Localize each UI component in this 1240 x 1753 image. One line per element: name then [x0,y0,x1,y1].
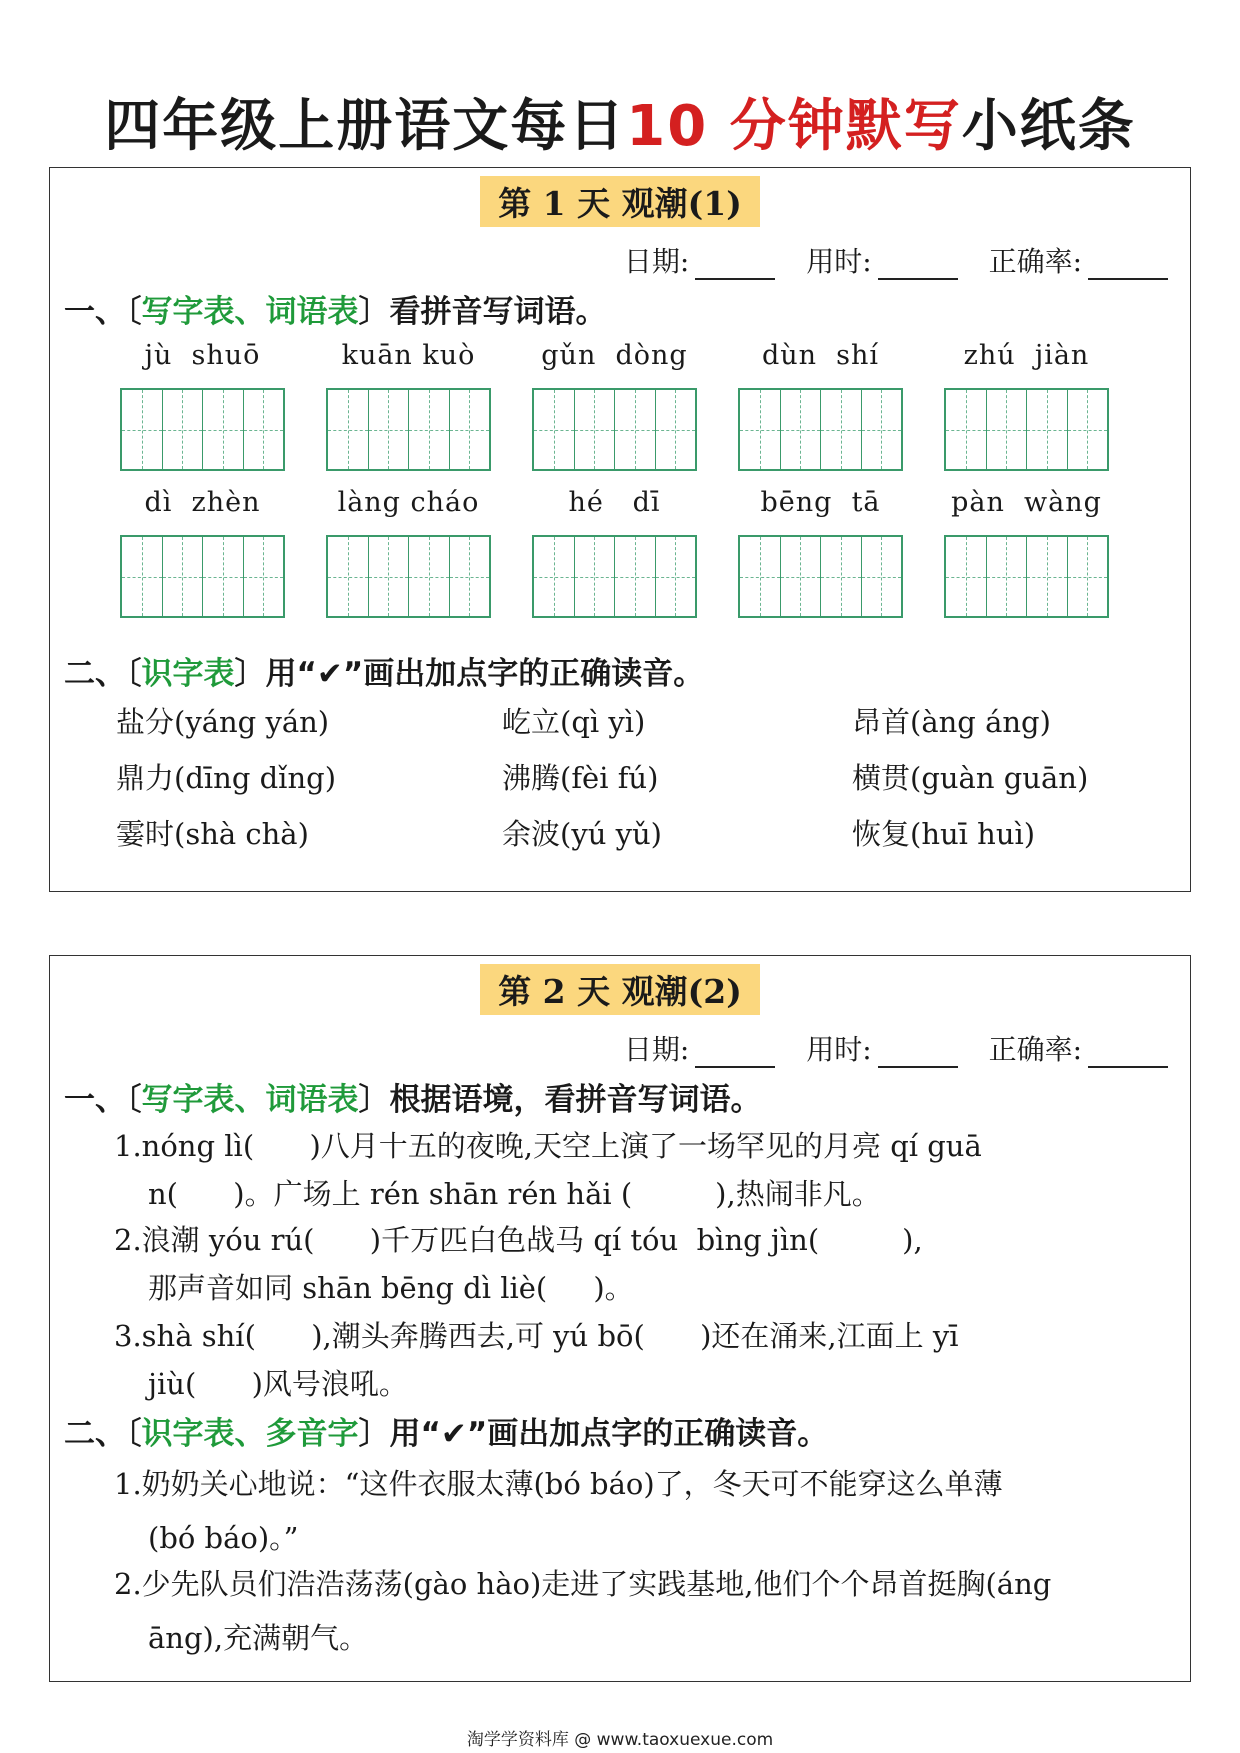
pinyin-word [326,340,491,471]
pinyin-word [944,487,1109,618]
grid-cell[interactable] [1027,537,1068,616]
pinyin-word [120,340,285,471]
pinyin-text: zhú jiàn [963,340,1090,371]
writing-grid[interactable] [532,535,697,618]
grid-cell[interactable] [781,390,822,469]
grid-cell[interactable] [534,390,575,469]
grid-cell[interactable] [781,537,822,616]
grid-cell[interactable] [740,390,781,469]
pinyin-word [532,487,697,618]
time-blank[interactable] [878,1040,958,1068]
reading-item: 屹立(qì yì) [502,705,646,739]
grid-cell[interactable] [615,390,656,469]
pinyin-word [738,340,903,471]
exercise-line: 2.浪潮 yóu rú( )千万匹白色战马 qí tóu bìng jìn( ), [114,1223,923,1257]
day2-section1-title: 一、〔写字表、词语表〕根据语境，看拼音写词语。 [64,1082,762,1118]
grid-cell[interactable] [163,537,204,616]
pinyin-word [738,487,903,618]
grid-cell[interactable] [615,537,656,616]
grid-cell[interactable] [1068,537,1108,616]
reading-item: 鼎力(dīng dǐng) [116,761,337,795]
date-blank[interactable] [695,1040,775,1068]
grid-cell[interactable] [369,390,410,469]
reading-item: 余波(yú yǔ) [502,817,662,851]
day2-card [49,955,1191,1682]
exercise-line: 1.nóng lì( )八月十五的夜晚,天空上演了一场罕见的月亮 qí guā [114,1129,982,1163]
reading-item: 霎时(shà chà) [116,817,309,851]
grid-cell[interactable] [244,537,284,616]
writing-grid[interactable] [326,535,491,618]
grid-cell[interactable] [450,390,490,469]
exercise-line: 1.奶奶关心地说：“这件衣服太薄(bó báo)了，冬天可不能穿这么单薄 [114,1467,1003,1501]
grid-cell[interactable] [409,390,450,469]
grid-cell[interactable] [328,537,369,616]
pinyin-word [944,340,1109,471]
accuracy-blank[interactable] [1088,1040,1168,1068]
day1-section1-title: 一、〔写字表、词语表〕看拼音写词语。 [64,294,607,330]
reading-item: 昂首(àng áng) [852,705,1051,739]
grid-cell[interactable] [409,537,450,616]
grid-cell[interactable] [821,537,862,616]
grid-cell[interactable] [534,537,575,616]
reading-item: 沸腾(fèi fú) [502,761,659,795]
grid-cell[interactable] [946,390,987,469]
page-title: 四年级上册语文每日10 分钟默写小纸条 [104,94,1136,159]
pinyin-text: gǔn dòng [541,340,688,371]
exercise-line: jiù( )风号浪吼。 [148,1367,408,1401]
day2-meta: 日期: 用时: 正确率: [624,1028,1168,1068]
date-blank[interactable] [695,252,775,280]
day1-section2-title: 二、〔识字表〕用“✔”画出加点字的正确读音。 [64,656,705,692]
grid-cell[interactable] [575,537,616,616]
pinyin-text: pàn wàng [951,487,1102,518]
grid-cell[interactable] [450,537,490,616]
grid-cell[interactable] [122,390,163,469]
exercise-line: 那声音如同 shān bēng dì liè( )。 [148,1271,634,1305]
grid-cell[interactable] [987,537,1028,616]
pinyin-word [120,487,285,618]
grid-cell[interactable] [987,390,1028,469]
reading-item: 盐分(yáng yán) [116,705,330,739]
grid-cell[interactable] [740,537,781,616]
grid-cell[interactable] [163,390,204,469]
exercise-line: āng),充满朝气。 [148,1621,369,1655]
writing-grid[interactable] [738,535,903,618]
grid-cell[interactable] [575,390,616,469]
grid-cell[interactable] [862,537,902,616]
day1-meta: 日期: 用时: 正确率: [624,240,1168,280]
pinyin-text: dì zhèn [144,487,261,518]
pinyin-text: bēng tā [760,487,881,518]
grid-cell[interactable] [656,537,696,616]
grid-cell[interactable] [203,390,244,469]
pinyin-text: kuān kuò [341,340,476,371]
grid-cell[interactable] [1027,390,1068,469]
grid-cell[interactable] [656,390,696,469]
writing-grid[interactable] [120,535,285,618]
writing-grid[interactable] [326,388,491,471]
exercise-line: (bó báo)。” [148,1521,299,1555]
grid-cell[interactable] [328,390,369,469]
pinyin-text: làng cháo [337,487,480,518]
grid-cell[interactable] [1068,390,1108,469]
accuracy-blank[interactable] [1088,252,1168,280]
footer-watermark: 淘学学资料库 @ www.taoxuexue.com [466,1730,774,1750]
pinyin-text: dùn shí [761,340,880,371]
reading-item: 恢复(huī huì) [852,817,1036,851]
exercise-line: n( )。广场上 rén shān rén hǎi ( ),热闹非凡。 [148,1177,881,1211]
pinyin-word [326,487,491,618]
day2-section2-title: 二、〔识字表、多音字〕用“✔”画出加点字的正确读音。 [64,1416,829,1452]
day2-heading: 第 2 天 观潮(2) [50,964,1190,1015]
time-blank[interactable] [878,252,958,280]
exercise-line: 3.shà shí( ),潮头奔腾西去,可 yú bō( )还在涌来,江面上 yī [114,1319,959,1353]
grid-cell[interactable] [946,537,987,616]
writing-grid[interactable] [120,388,285,471]
writing-grid[interactable] [532,388,697,471]
writing-grid[interactable] [944,535,1109,618]
pinyin-text: hé dī [568,487,661,518]
grid-cell[interactable] [244,390,284,469]
writing-grid[interactable] [738,388,903,471]
reading-item: 横贯(guàn guān) [852,761,1089,795]
grid-cell[interactable] [203,537,244,616]
grid-cell[interactable] [821,390,862,469]
exercise-line: 2.少先队员们浩浩荡荡(gào hào)走进了实践基地,他们个个昂首挺胸(áng [114,1567,1052,1601]
pinyin-word [532,340,697,471]
grid-cell[interactable] [369,537,410,616]
day1-card [49,167,1191,892]
pinyin-text: jù shuō [144,340,261,371]
writing-grid[interactable] [944,388,1109,471]
grid-cell[interactable] [862,390,902,469]
day1-heading: 第 1 天 观潮(1) [50,176,1190,227]
grid-cell[interactable] [122,537,163,616]
